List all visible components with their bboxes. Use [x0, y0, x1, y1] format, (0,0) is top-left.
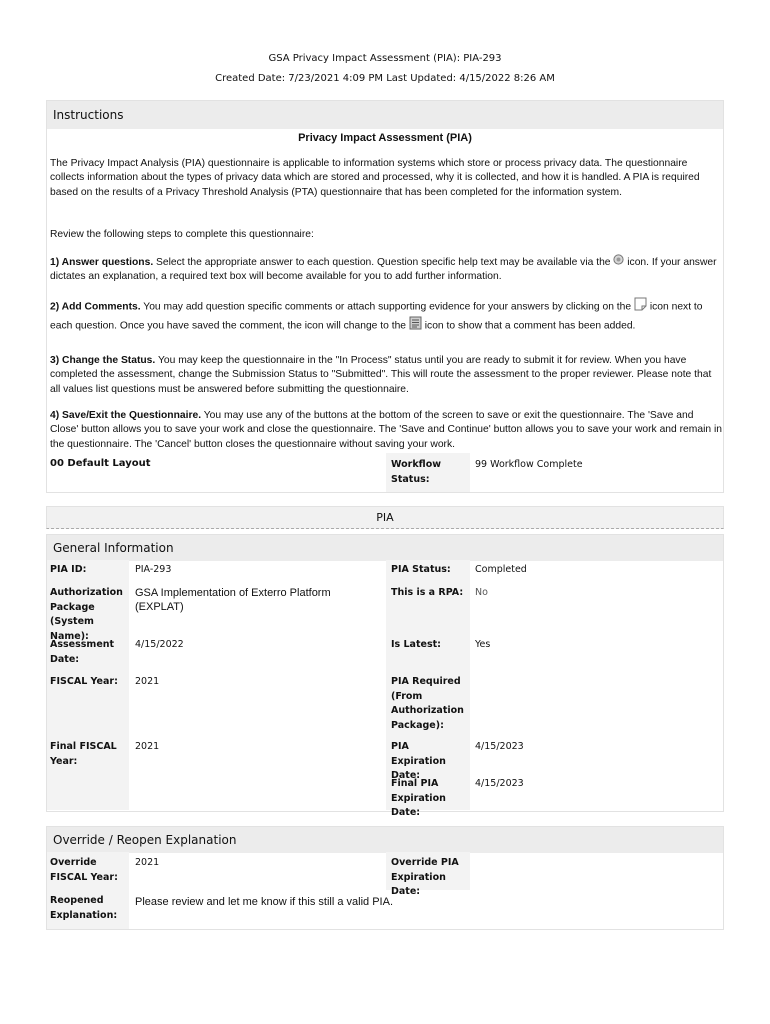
step-4-text: You may use any of the buttons at the bottom of the screen to save or exit the questionnaire. The 'Save and Close' button allows you to save your work and close the questionnaire. The 'Save and Continue' button allows you to save your work and remain in the questionnaire. The 'Cancel' button closes the questionnaire without saving your work.	[50, 410, 722, 450]
document-dates: Created Date: 7/23/2021 4:09 PM Last Updated: 4/15/2022 8:26 AM	[215, 73, 555, 84]
pia-id-label: PIA ID:	[50, 564, 87, 575]
reopened-explanation-value: Please review and let me know if this still a valid PIA.	[135, 896, 394, 908]
pia-band	[46, 506, 724, 529]
instructions-step-1	[50, 254, 722, 285]
step-1-text-b: icon. If your answer dictates an explanation, a required text box will become available for you to add further information.	[50, 256, 717, 283]
layout-name: 00 Default Layout	[50, 458, 151, 469]
override-heading: Override / Reopen Explanation	[47, 827, 723, 853]
workflow-status-value: 99 Workflow Complete	[475, 459, 583, 470]
instructions-subtitle: Privacy Impact Assessment (PIA)	[298, 132, 472, 144]
workflow-status-label: Workflow Status:	[391, 459, 442, 485]
instructions-step-2	[50, 297, 722, 336]
help-icon	[613, 254, 624, 270]
reopened-explanation-label: Reopened Explanation:	[50, 895, 118, 921]
instructions-intro: The Privacy Impact Analysis (PIA) questionnaire is applicable to information systems which store or process privacy data. The questionnaire collects information about the types of privacy data which are stored and processed, why it is collected, and how it is handled. A PIA is required based on the results of a Privacy Threshold Analysis (PTA) questionnaire that has been completed for the information system.	[50, 158, 700, 198]
assessment-date-value: 4/15/2022	[135, 639, 184, 650]
instructions-step-4	[50, 409, 722, 452]
override-fiscal-year-label: Override FISCAL Year:	[50, 857, 118, 883]
step-2-text-a: You may add question specific comments or attach supporting evidence for your answers by clicking on the	[140, 301, 634, 313]
authorization-package-label: Authorization Package (System Name):	[50, 587, 123, 642]
comment-added-icon	[409, 316, 422, 335]
final-fiscal-year-value: 2021	[135, 741, 160, 752]
step-2-text-b: icon next to each question. Once you have saved the comment, the icon will change to the	[50, 301, 703, 332]
pia-status-value: Completed	[475, 564, 527, 575]
is-latest-value: Yes	[475, 639, 491, 650]
final-pia-expiration-value: 4/15/2023	[475, 778, 524, 789]
step-4-title: 4) Save/Exit the Questionnaire.	[50, 410, 202, 421]
step-1-title: 1) Answer questions.	[50, 256, 154, 268]
document-title: GSA Privacy Impact Assessment (PIA): PIA-293	[268, 53, 502, 64]
instructions-step-3	[50, 354, 722, 397]
pia-band-label: PIA	[376, 511, 394, 524]
pia-status-label: PIA Status:	[391, 564, 451, 575]
instructions-heading: Instructions	[47, 101, 723, 129]
pia-expiration-label: PIA Expiration Date:	[391, 741, 446, 781]
final-fiscal-year-label: Final FISCAL Year:	[50, 741, 117, 767]
step-2-text-c: icon to show that a comment has been added.	[421, 320, 636, 332]
fiscal-year-value: 2021	[135, 676, 160, 687]
is-latest-label: Is Latest:	[391, 639, 441, 650]
fiscal-year-label: FISCAL Year:	[50, 676, 118, 687]
pia-required-label: PIA Required (From Authorization Package):	[391, 676, 464, 731]
authorization-package-value: GSA Implementation of Exterro Platform (EXPLAT)	[135, 587, 331, 613]
general-information-heading: General Information	[47, 535, 723, 561]
override-panel	[46, 826, 724, 930]
step-2-title: 2) Add Comments.	[50, 301, 141, 313]
step-3-title: 3) Change the Status.	[50, 355, 156, 366]
override-fiscal-year-value: 2021	[135, 857, 160, 868]
step-3-text: You may keep the questionnaire in the "In Process" status until you are ready to submit it for review. When you have completed the assessment, change the Submission Status to "Submitted". This will route the assessment to the proper reviewer. Please note that all values list questions must be answered before submitting the questionnaire.	[50, 355, 712, 395]
instructions-review: Review the following steps to complete this questionnaire:	[50, 229, 314, 240]
pia-id-value: PIA-293	[135, 564, 172, 575]
assessment-date-label: Assessment Date:	[50, 639, 115, 665]
rpa-value: No	[475, 587, 488, 598]
pia-expiration-value: 4/15/2023	[475, 741, 524, 752]
override-expiration-label: Override PIA Expiration Date:	[391, 857, 459, 897]
final-pia-expiration-label: Final PIA Expiration Date:	[391, 778, 446, 818]
add-comment-icon	[634, 297, 647, 316]
step-1-text-a: Select the appropriate answer to each question. Question specific help text may be available via the	[153, 256, 614, 268]
rpa-label: This is a RPA:	[391, 587, 464, 598]
